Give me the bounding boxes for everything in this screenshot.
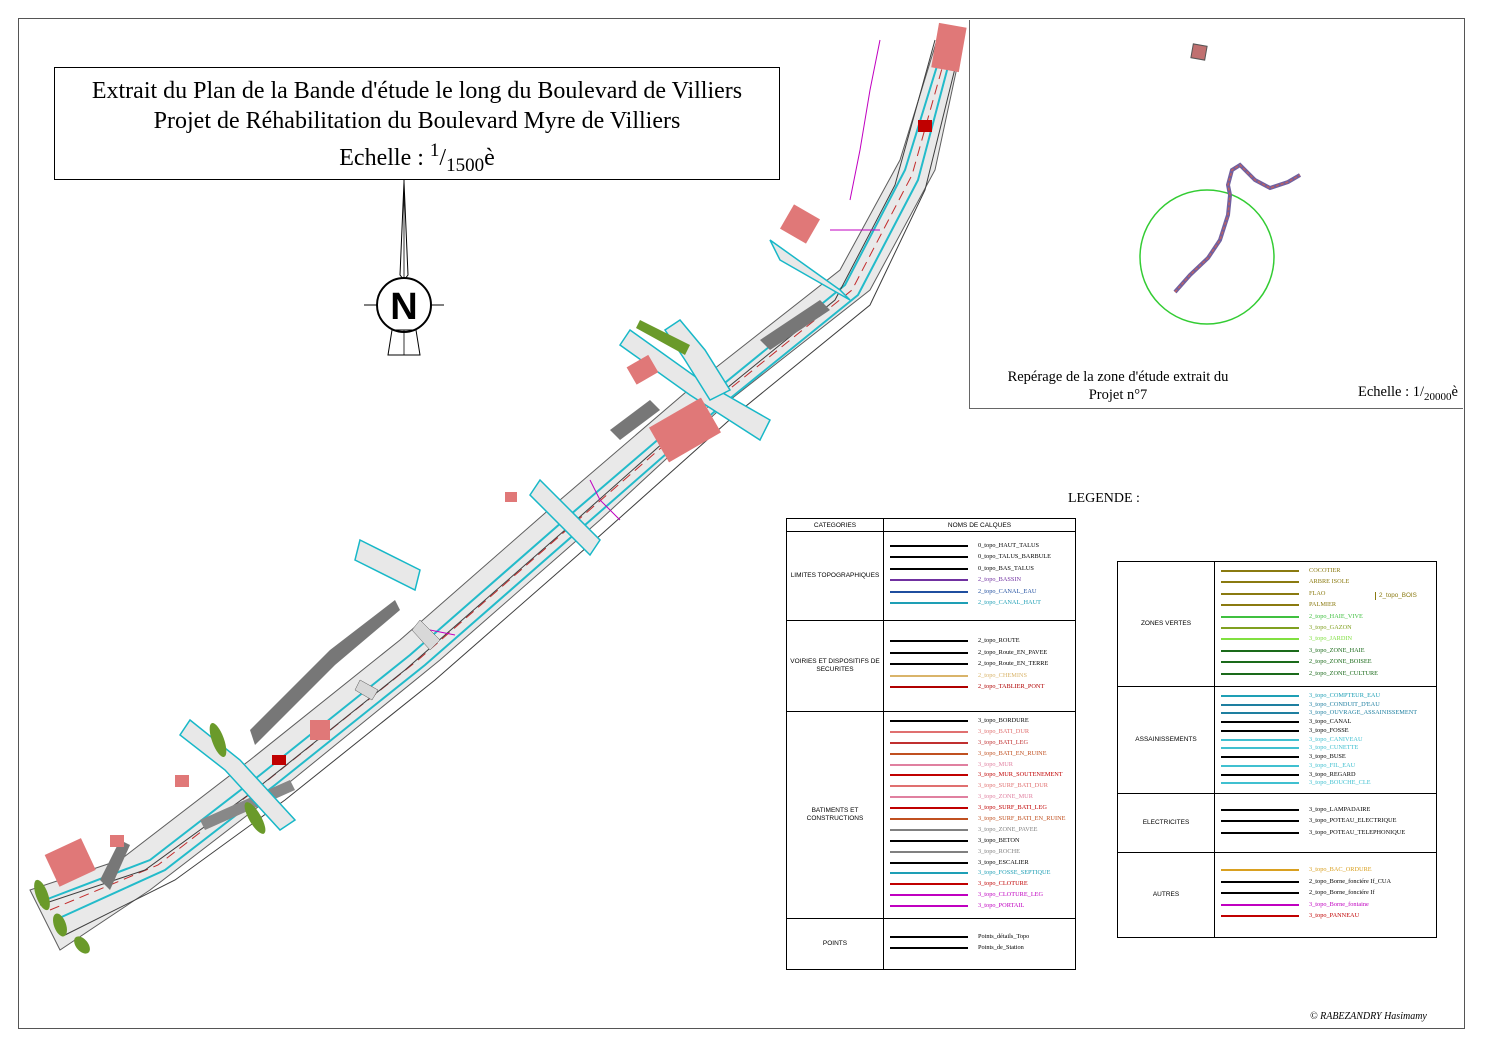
legend-layer-name: 0_topo_HAUT_TALUS	[978, 541, 1040, 549]
legend-layer-name: 3_topo_BATI_EN_RUINE	[978, 749, 1047, 757]
legend-layer-name: 3_topo_GAZON	[1309, 624, 1352, 631]
legend-layer-name: 3_topo_PORTAIL	[978, 902, 1025, 910]
legend-swatch	[1221, 820, 1299, 822]
north-label: N	[390, 286, 418, 328]
locator-inset	[969, 20, 1463, 409]
legend-layer-name: 3_topo_CLOTURE_LEG	[978, 891, 1044, 899]
scale-suffix: è	[484, 145, 495, 171]
legend-swatch	[1221, 892, 1299, 894]
legend-layer-name: 3_topo_BAC_ORDURE	[1309, 866, 1372, 874]
legend-layer-name: 2_topo_ZONE_BOISEE	[1309, 658, 1372, 666]
legend-layer-name: 3_topo_COMPTEUR_EAU	[1309, 692, 1381, 699]
legend-layer-name: 3_topo_Borne_fontaine	[1309, 900, 1369, 908]
legend-title: LEGENDE :	[1068, 491, 1140, 506]
legend-swatch	[890, 840, 968, 842]
copyright: © RABEZANDRY Hasimamy	[1310, 1011, 1427, 1022]
legend-swatch	[1221, 604, 1299, 606]
legend-layer-name: 3_topo_CANAL	[1309, 718, 1352, 726]
legend-swatch	[890, 947, 968, 949]
inset-scale-numerator: 1	[1412, 384, 1421, 400]
legend-swatch	[890, 829, 968, 831]
legend-swatch	[1221, 782, 1299, 784]
legend-layer-name: 3_topo_REGARD	[1309, 770, 1356, 778]
legend-swatch	[890, 894, 968, 896]
legend-layer-name: 3_topo_FIL_EAU	[1309, 761, 1356, 769]
legend-layer-name: 2_topo_CANAL_HAUT	[978, 599, 1041, 606]
legend-bracket-label: 2_topo_BOIS	[1375, 592, 1417, 600]
legend-layer-name: 2_topo_ROUTE	[978, 637, 1020, 645]
legend-layer-name: 3_topo_ZONE_MUR	[978, 793, 1033, 801]
legend-swatch	[890, 883, 968, 885]
inset-scale-suffix: è	[1451, 384, 1458, 400]
legend-swatch	[1221, 638, 1299, 640]
legend-category: BATIMENTS ET CONSTRUCTIONS	[787, 712, 884, 919]
legend-swatch	[1221, 756, 1299, 758]
legend-swatch	[1221, 704, 1299, 706]
locator-map	[970, 20, 1464, 409]
legend-category: ELECTRICITES	[1118, 794, 1215, 853]
legend-layer-name: 3_topo_POTEAU_ELECTRIQUE	[1309, 817, 1397, 825]
inset-scale-denominator: 20000	[1424, 390, 1452, 403]
legend-layer-name: 3_topo_FOSSE_SEPTIQUE	[978, 869, 1051, 877]
legend-swatch	[890, 663, 968, 665]
legend-swatch	[890, 686, 968, 688]
legend-layer-name: 2_topo_CANAL_EAU	[978, 587, 1037, 595]
legend-swatch	[890, 545, 968, 547]
title-line-1: Extrait du Plan de la Bande d'étude le long du Boulevard de Villiers	[91, 78, 743, 104]
legend-layer-name: 3_topo_SURF_BATI_DUR	[978, 782, 1048, 790]
legend-swatch	[890, 675, 968, 677]
title-box	[54, 67, 780, 180]
legend-layer-name: 2_topo_Route_EN_PAVEE	[978, 648, 1048, 656]
legend-layer-name: 3_topo_ESCALIER	[978, 858, 1029, 866]
legend-category: AUTRES	[1118, 853, 1215, 938]
legend-layer-name: 3_topo_SURF_BATI_LEG	[978, 804, 1047, 812]
legend-layer-name: 3_topo_ZONE_PAVEE	[978, 825, 1038, 833]
legend-swatch	[890, 872, 968, 874]
legend-header-layers: NOMS DE CALQUES	[884, 519, 1076, 532]
legend-layer-name: 2_topo_TABLIER_PONT	[978, 683, 1045, 691]
legend-layer-name: 3_topo_POTEAU_TELEPHONIQUE	[1309, 828, 1406, 836]
legend-swatch	[890, 579, 968, 581]
legend-layer-name: 3_topo_BATI_LEG	[978, 738, 1029, 746]
inset-caption-line-1: Repérage de la zone d'étude extrait du	[1007, 369, 1229, 385]
legend-layer-name: PALMIER	[1309, 601, 1337, 609]
legend-layer-name: 3_topo_MUR	[978, 760, 1013, 768]
legend-layer-name: 3_topo_OUVRAGE_ASSAINISSEMENT	[1309, 709, 1418, 717]
inset-caption	[988, 368, 1248, 404]
legend-swatch	[890, 807, 968, 809]
legend-layer-name: 3_topo_BATI_DUR	[978, 727, 1030, 735]
legend-layer-name: Points_détails_Topo	[978, 932, 1030, 940]
legend-swatch	[1221, 695, 1299, 697]
legend-layer-name: 3_topo_CONDUIT_D'EAU	[1309, 700, 1380, 708]
title-line-2: Projet de Réhabilitation du Boulevard Myre de Villiers	[153, 108, 681, 134]
legend-swatch	[1221, 627, 1299, 629]
legend-swatch	[890, 764, 968, 766]
legend-layer-name: 3_topo_MUR_SOUTENEMENT	[978, 771, 1063, 779]
legend-layer-name: COCOTIER	[1309, 567, 1341, 574]
legend-swatch	[890, 652, 968, 654]
legend-swatch	[890, 568, 968, 570]
legend-layer-name: 2_topo_BASSIN	[978, 576, 1022, 583]
legend-swatch	[890, 591, 968, 593]
legend-category: POINTS	[787, 919, 884, 970]
legend-layer-name: 3_topo_CUNETTE	[1309, 744, 1359, 752]
legend-layer-name: 3_topo_BUSE	[1309, 753, 1346, 761]
legend-layer-name: 3_topo_ROCHE	[978, 847, 1020, 855]
legend-swatch	[1221, 832, 1299, 834]
legend-swatch	[890, 785, 968, 787]
legend-swatch	[1221, 581, 1299, 583]
legend-layer-name: 3_topo_PANNEAU	[1309, 912, 1360, 920]
legend-layer-name: 3_topo_SURF_BATI_EN_RUINE	[978, 815, 1066, 822]
legend-swatch	[890, 731, 968, 733]
legend-swatch	[890, 936, 968, 938]
legend-swatch	[890, 720, 968, 722]
legend-layer-name: 3_topo_ZONE_HAIE	[1309, 646, 1365, 654]
legend-layer-name: 3_topo_BORDURE	[978, 717, 1029, 724]
legend-swatch	[890, 774, 968, 776]
legend-header-categories: CATEGORIES	[787, 519, 884, 532]
legend-swatch	[1221, 712, 1299, 714]
legend-swatch	[1221, 881, 1299, 883]
title-scale: Echelle : $^1/_{1500}è$	[339, 140, 495, 176]
legend-swatch	[890, 556, 968, 558]
legend-swatch	[1221, 616, 1299, 618]
legend-swatch	[890, 905, 968, 907]
legend-swatch	[890, 818, 968, 820]
legend-layer-name: 3_topo_FOSSE	[1309, 726, 1349, 734]
inset-caption-line-2: Projet n°7	[1088, 387, 1148, 403]
legend-category: VOIRIES ET DISPOSITIFS DE SECURITES	[787, 621, 884, 712]
legend-category: ASSAINISSEMENTS	[1118, 687, 1215, 794]
legend-swatch	[1221, 730, 1299, 732]
legend-layer-name: 0_topo_BAS_TALUS	[978, 564, 1034, 572]
legend-layer-name: 2_topo_Borne_fonciére If_CUA	[1309, 877, 1392, 885]
north-arrow-icon	[362, 180, 446, 360]
legend-swatch	[890, 753, 968, 755]
legend-swatch	[1221, 739, 1299, 741]
legend-swatch	[890, 851, 968, 853]
legend-layer-name: Points_de_Station	[978, 944, 1024, 951]
legend-swatch	[1221, 765, 1299, 767]
legend-swatch	[1221, 747, 1299, 749]
scale-prefix: Echelle :	[339, 145, 430, 171]
legend-swatch	[1221, 570, 1299, 572]
legend-table-2	[1117, 561, 1437, 938]
legend-swatch	[1221, 774, 1299, 776]
legend-layer-name: 3_topo_LAMPADAIRE	[1309, 805, 1371, 813]
legend-layer-name: 2_topo_HAIE_VIVE	[1309, 612, 1363, 620]
legend-swatch	[1221, 661, 1299, 663]
legend-layer-name: 2_topo_ZONE_CULTURE	[1309, 669, 1379, 677]
legend-swatch	[1221, 673, 1299, 675]
scale-numerator: 1	[429, 140, 440, 161]
legend-table-1	[786, 518, 1076, 970]
inset-scale: Echelle : $1/_{20000}è$	[1358, 384, 1458, 403]
legend-layer-name: 3_topo_BOUCHE_CLE	[1309, 779, 1371, 787]
legend-swatch	[1221, 650, 1299, 652]
legend-category: LIMITES TOPOGRAPHIQUES	[787, 532, 884, 621]
legend-layer-name: FLAO	[1309, 589, 1326, 597]
legend-swatch	[1221, 869, 1299, 871]
scale-denominator: 1500	[446, 154, 485, 176]
legend-swatch	[890, 796, 968, 798]
legend-swatch	[890, 742, 968, 744]
legend-swatch	[1221, 593, 1299, 595]
legend-swatch	[1221, 915, 1299, 917]
legend-swatch	[890, 862, 968, 864]
legend-layer-name: 2_topo_CHEMINS	[978, 671, 1027, 679]
legend-category: ZONES VERTES	[1118, 562, 1215, 687]
legend-swatch	[890, 602, 968, 604]
legend-layer-name: 0_topo_TALUS_BARBULE	[978, 553, 1051, 560]
inset-scale-prefix: Echelle :	[1358, 384, 1413, 400]
legend-layer-name: 3_topo_BETON	[978, 836, 1020, 844]
legend-swatch	[1221, 721, 1299, 723]
legend-layer-name: ARBRE ISOLE	[1309, 578, 1350, 586]
legend-swatch	[1221, 904, 1299, 906]
legend-layer-name: 3_topo_CLOTURE	[978, 880, 1028, 888]
legend-swatch	[890, 640, 968, 642]
legend-layer-name: 3_topo_CANIVEAU	[1309, 735, 1363, 743]
legend-layer-name: 2_topo_Route_EN_TERRE	[978, 660, 1049, 668]
legend-swatch	[1221, 809, 1299, 811]
legend-layer-name: 3_topo_JARDIN	[1309, 635, 1353, 643]
legend-layer-name: 2_topo_Borne_fonciére If	[1309, 889, 1375, 897]
